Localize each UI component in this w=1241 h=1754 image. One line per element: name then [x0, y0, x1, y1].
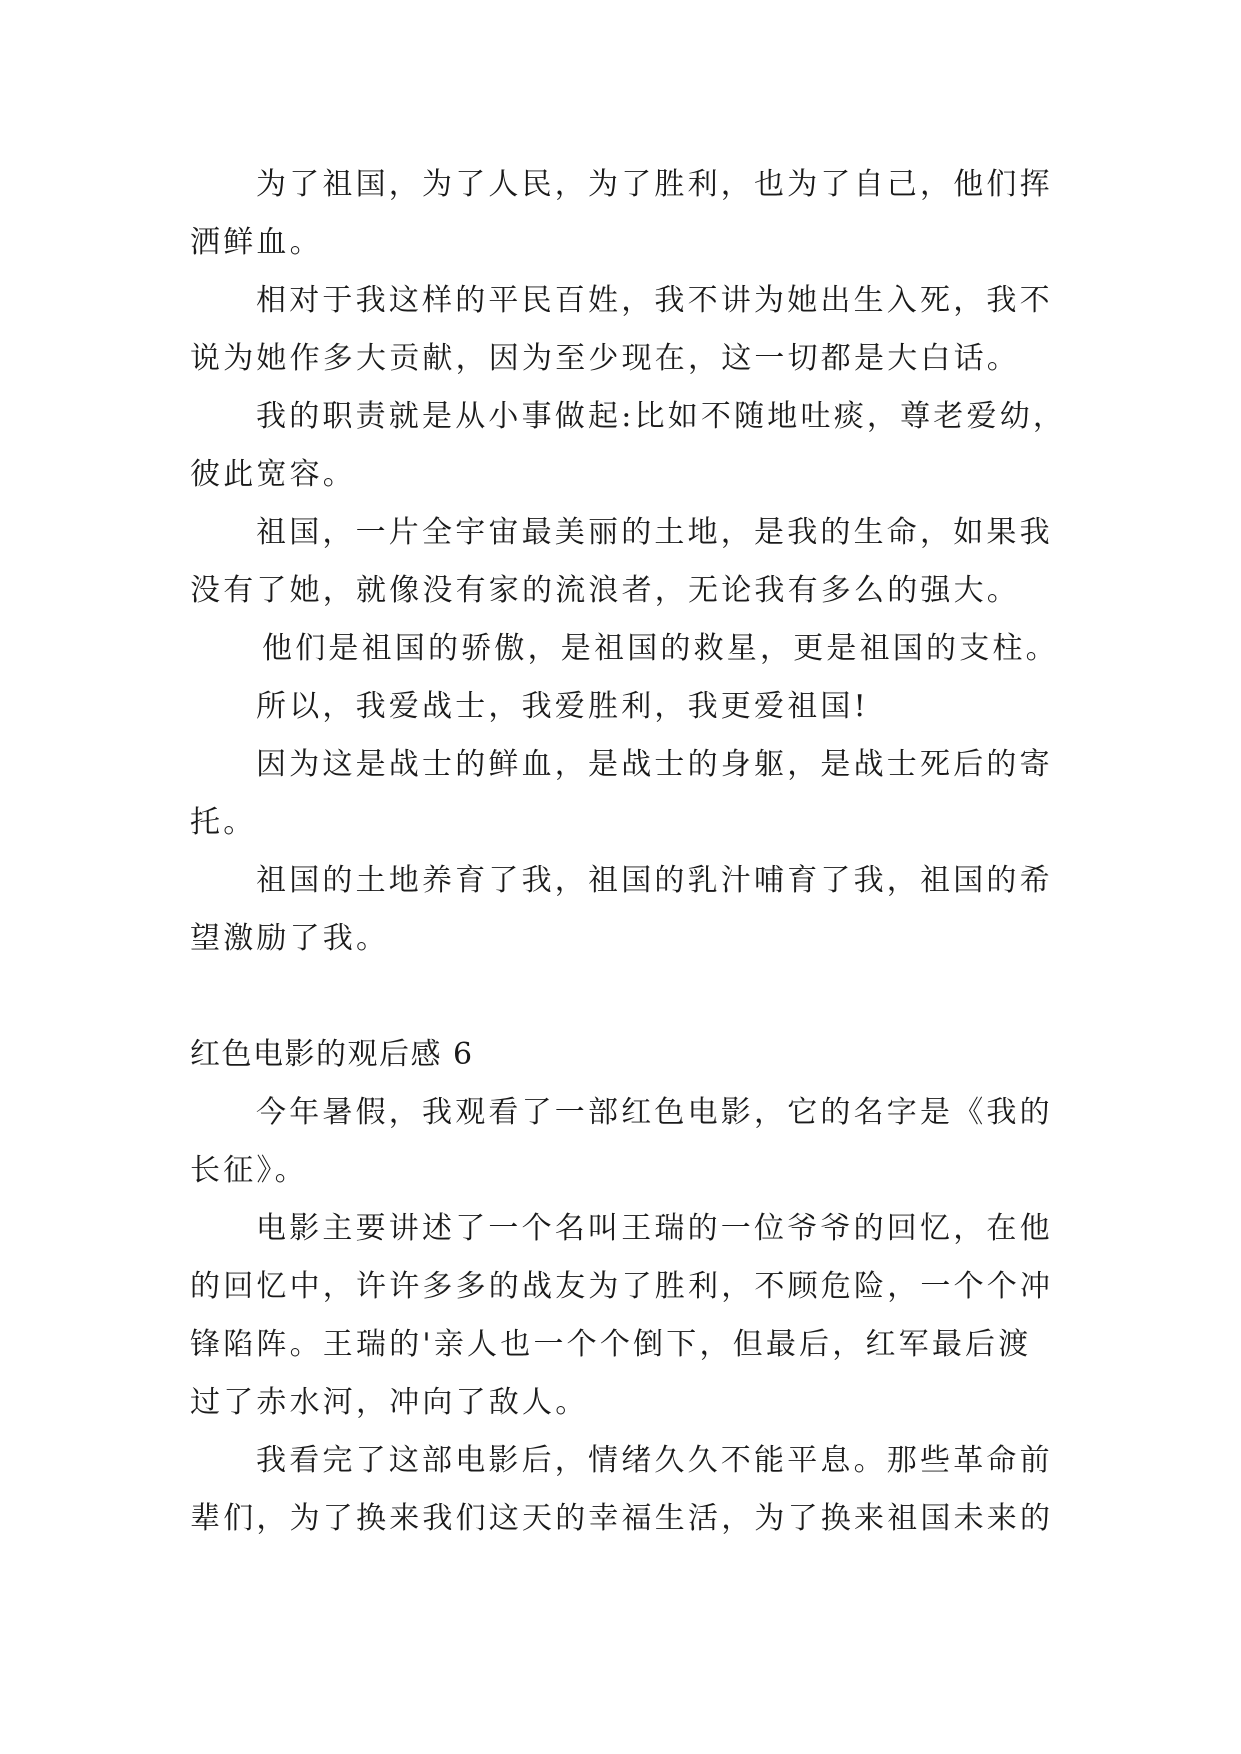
text-line: 祖国，一片全宇宙最美丽的土地，是我的生命，如果我 — [256, 515, 1053, 550]
text-line: 没有了她，就像没有家的流浪者，无论我有多么的强大。 — [190, 573, 1020, 608]
text-line: 辈们，为了换来我们这天的幸福生活，为了换来祖国未来的 — [190, 1501, 1054, 1536]
text-line: 洒鲜血。 — [190, 225, 323, 260]
text-line: 相对于我这样的平民百姓，我不讲为她出生入死，我不 — [256, 283, 1053, 318]
text-line: 我的职责就是从小事做起:比如不随地吐痰，尊老爱幼， — [256, 399, 1067, 434]
text-line: 长征》。 — [190, 1153, 308, 1188]
text-line: 为了祖国，为了人民，为了胜利，也为了自己，他们挥 — [256, 167, 1053, 202]
text-line: 过了赤水河，冲向了敌人。 — [190, 1385, 589, 1420]
text-line: 的回忆中，许许多多的战友为了胜利，不顾危险，一个个冲 — [190, 1269, 1054, 1304]
text-line: 锋陷阵。王瑞的'亲人也一个个倒下，但最后，红军最后渡 — [190, 1327, 1032, 1362]
text-line: 说为她作多大贡献，因为至少现在，这一切都是大白话。 — [190, 341, 1020, 376]
text-line: 托。 — [190, 805, 257, 840]
text-line: 电影主要讲述了一个名叫王瑞的一位爷爷的回忆，在他 — [256, 1211, 1053, 1246]
text-line: 因为这是战士的鲜血，是战士的身躯，是战士死后的寄 — [256, 747, 1053, 782]
text-line: 所以，我爱战士，我爱胜利，我更爱祖国! — [256, 689, 869, 724]
text-line: 我看完了这部电影后，情绪久久不能平息。那些革命前 — [256, 1443, 1053, 1478]
text-line: 彼此宽容。 — [190, 457, 356, 492]
text-line: 今年暑假，我观看了一部红色电影，它的名字是《我的 — [256, 1095, 1053, 1130]
text-line: 望激励了我。 — [190, 921, 390, 956]
text-line: 祖国的土地养育了我，祖国的乳汁哺育了我，祖国的希 — [256, 863, 1053, 898]
section-heading: 红色电影的观后感 6 — [190, 1037, 474, 1072]
text-line: 他们是祖国的骄傲，是祖国的救星，更是祖国的支柱。 — [262, 631, 1059, 666]
